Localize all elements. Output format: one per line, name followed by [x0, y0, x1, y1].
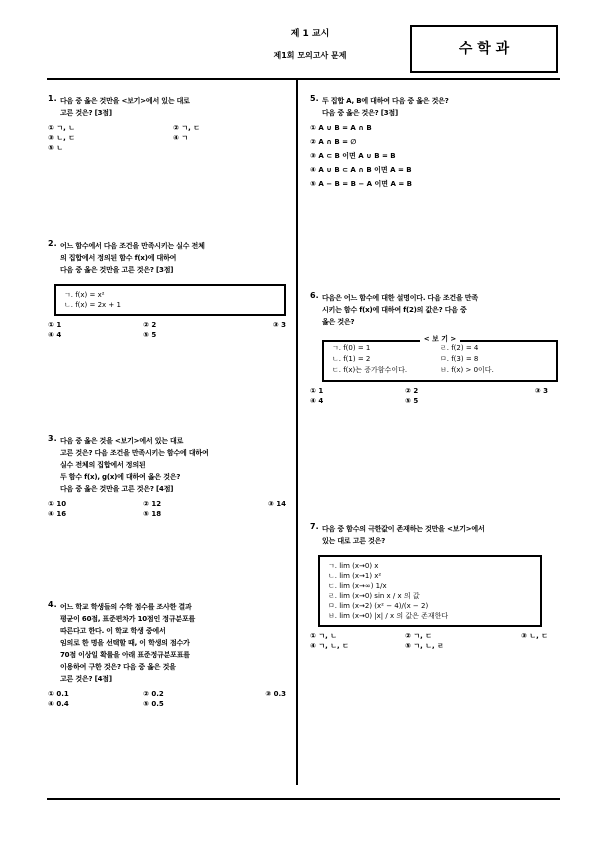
choice-2[interactable]: ② ㄱ, ㄷ: [405, 632, 432, 640]
subject-label: 수 학 과: [458, 41, 510, 57]
answer-choices: [48, 691, 286, 708]
box-col-right: [440, 343, 548, 376]
stem-line: 70점 이상일 확률을 아래 표준정규분포표를: [60, 651, 190, 659]
stem-line: 두 집합 A, B에 대하여 다음 중 옳은 것은?: [322, 97, 449, 105]
answer-choices: [310, 388, 548, 405]
question-number: 4.: [48, 600, 57, 609]
stem-line: 어느 학교 학생들의 수학 점수를 조사한 결과: [60, 603, 192, 611]
choice-4[interactable]: ④ ㄱ, ㄴ, ㄷ: [310, 642, 349, 650]
header-rule: [47, 78, 560, 80]
stem-line: 다음 중 옳은 것만을 고른 것은? [4점]: [60, 485, 174, 493]
column-divider: [296, 80, 298, 785]
choice-3[interactable]: ③ ㄴ, ㄷ: [48, 134, 75, 142]
box-item: ㄴ. lim (x→1) x²: [328, 572, 382, 580]
choice-2[interactable]: ② 0.2: [143, 690, 164, 698]
box-item: ㄹ. f(2) = 4: [440, 344, 479, 352]
question-number: 3.: [48, 434, 57, 443]
question-stem: [60, 601, 286, 685]
question-1: [48, 95, 286, 152]
stem-line: 다음 중 함수의 극한값이 존재하는 것만을 <보기>에서: [322, 525, 485, 533]
condition-line: ㄴ. f(x) = 2x + 1: [64, 301, 121, 309]
choice-3[interactable]: ③ ㄴ, ㄷ: [521, 632, 548, 640]
box-item: ㄴ. f(1) = 2: [332, 355, 371, 363]
question-4: [48, 601, 286, 708]
choice-5[interactable]: ⑤ ㄱ, ㄴ, ㄹ: [405, 642, 444, 650]
question-3: [48, 435, 286, 518]
subject-box: [410, 25, 558, 73]
condition-line: ㄱ. f(x) = x²: [64, 291, 105, 299]
choice-3[interactable]: ③ A ⊂ B 이면 A ∪ B = B: [310, 152, 396, 160]
box-item: ㄷ. f(x)는 증가함수이다.: [332, 366, 408, 374]
stem-line: 어느 함수에서 다음 조건을 만족시키는 실수 전체: [60, 242, 205, 250]
choice-1[interactable]: ① 1: [48, 321, 62, 329]
choice-4[interactable]: ④ 0.4: [48, 700, 69, 708]
choice-3[interactable]: ③ 14: [267, 500, 286, 508]
question-2: [48, 240, 286, 339]
answer-choices: [48, 125, 286, 152]
choices-box: [318, 555, 542, 627]
stem-line: 고른 것은? [4점]: [60, 675, 112, 683]
exam-title: 제1회 모의고사 문제: [273, 51, 347, 60]
question-stem: [60, 240, 286, 276]
choice-3[interactable]: ③ 3: [534, 387, 548, 395]
choice-1[interactable]: ① 1: [310, 387, 324, 395]
stem-line: 있는 대로 고른 것은?: [322, 537, 386, 545]
stem-line: 두 함수 f(x), g(x)에 대하여 옳은 것은?: [60, 473, 181, 481]
choice-4[interactable]: ④ 4: [310, 397, 324, 405]
stem-line: 의 집합에서 정의된 함수 f(x)에 대하여: [60, 254, 177, 262]
choices-box: [322, 335, 558, 382]
question-6: [310, 292, 548, 405]
footer-rule: [47, 798, 560, 800]
question-stem: [322, 523, 548, 547]
box-item: ㄷ. lim (x→∞) 1/x: [328, 582, 387, 590]
choice-5[interactable]: ⑤ A − B = B − A 이면 A = B: [310, 180, 412, 188]
choice-4[interactable]: ④ A ∪ B ⊂ A ∩ B 이면 A = B: [310, 166, 412, 174]
choice-4[interactable]: ④ 4: [48, 331, 62, 339]
stem-line: 실수 전체의 집합에서 정의된: [60, 461, 146, 469]
stem-line: 평균이 60점, 표준편차가 10점인 정규분포를: [60, 615, 196, 623]
question-number: 6.: [310, 291, 319, 300]
stem-line: 임의로 한 명을 선택할 때, 이 학생의 점수가: [60, 639, 190, 647]
stem-line: 다음 중 옳은 것을 <보기>에서 있는 대로: [60, 437, 184, 445]
stem-line: 다음은 어느 함수에 대한 설명이다. 다음 조건을 만족: [322, 294, 478, 302]
choice-4[interactable]: ④ 16: [48, 510, 67, 518]
stem-line: 다음 중 옳은 것은? [3점]: [322, 109, 398, 117]
box-col-left: [332, 343, 440, 376]
question-5: [310, 95, 548, 190]
stem-line: 다음 중 옳은 것만을 <보기>에서 있는 대로: [60, 97, 190, 105]
choice-2[interactable]: ② 12: [143, 500, 162, 508]
box-item: ㅂ. lim (x→0) |x| / x 의 값은 존재한다: [328, 612, 449, 620]
box-item: ㅁ. lim (x→2) (x² − 4)/(x − 2): [328, 602, 429, 610]
box-item: ㅂ. f(x) > 0이다.: [440, 366, 494, 374]
question-number: 1.: [48, 94, 57, 103]
stem-line: 시키는 함수 f(x)에 대하여 f(2)의 값은? 다음 중: [322, 306, 467, 314]
question-stem: [60, 95, 286, 119]
choice-5[interactable]: ⑤ 18: [143, 510, 162, 518]
condition-box: [54, 284, 286, 316]
choice-5[interactable]: ⑤ 0.5: [143, 700, 164, 708]
choice-1[interactable]: ① 10: [48, 500, 67, 508]
box-item: ㄱ. lim (x→0) x: [328, 562, 379, 570]
choice-2[interactable]: ② 2: [143, 321, 157, 329]
stem-line: 고른 것은? 다음 조건을 만족시키는 함수에 대하여: [60, 449, 209, 457]
choice-4[interactable]: ④ ㄱ: [173, 134, 189, 142]
choice-5[interactable]: ⑤ 5: [405, 397, 419, 405]
choice-1[interactable]: ① 0.1: [48, 690, 69, 698]
question-stem: [60, 435, 286, 495]
question-stem: [322, 292, 548, 328]
choice-1[interactable]: ① ㄱ, ㄴ: [48, 124, 75, 132]
box-item: ㄱ. f(0) = 1: [332, 344, 371, 352]
choice-5[interactable]: ⑤ ㄴ: [48, 144, 64, 152]
answer-choices: [48, 322, 286, 339]
question-number: 2.: [48, 239, 57, 248]
stem-line: 옳은 것은?: [322, 318, 355, 326]
box-item: ㅁ. f(3) = 8: [440, 355, 479, 363]
box-item: ㄹ. lim (x→0) sin x / x 의 값: [328, 592, 420, 600]
choice-2[interactable]: ② ㄱ, ㄷ: [173, 124, 200, 132]
question-number: 5.: [310, 94, 319, 103]
stem-line: 고른 것은? [3점]: [60, 109, 112, 117]
answer-choices: [310, 123, 548, 190]
choice-2[interactable]: ② A ∩ B = ∅: [310, 138, 357, 146]
choice-2[interactable]: ② 2: [405, 387, 419, 395]
answer-choices: [48, 501, 286, 518]
choice-1[interactable]: ① ㄱ, ㄴ: [310, 632, 337, 640]
question-number: 7.: [310, 522, 319, 531]
choice-1[interactable]: ① A ∪ B = A ∩ B: [310, 124, 372, 132]
stem-line: 다음 중 옳은 것만을 고른 것은? [3점]: [60, 266, 174, 274]
answer-choices: [310, 633, 548, 650]
question-7: [310, 523, 548, 650]
choice-3[interactable]: ③ 0.3: [265, 690, 286, 698]
box-title: < 보 기 >: [420, 336, 460, 343]
choice-3[interactable]: ③ 3: [272, 321, 286, 329]
box-items: [332, 343, 548, 376]
stem-line: 이용하여 구한 것은? 다음 중 옳은 것을: [60, 663, 176, 671]
question-stem: [322, 95, 548, 119]
stem-line: 따른다고 한다. 이 학교 학생 중에서: [60, 627, 166, 635]
choice-5[interactable]: ⑤ 5: [143, 331, 157, 339]
exam-period: 제 1 교시: [290, 29, 330, 39]
